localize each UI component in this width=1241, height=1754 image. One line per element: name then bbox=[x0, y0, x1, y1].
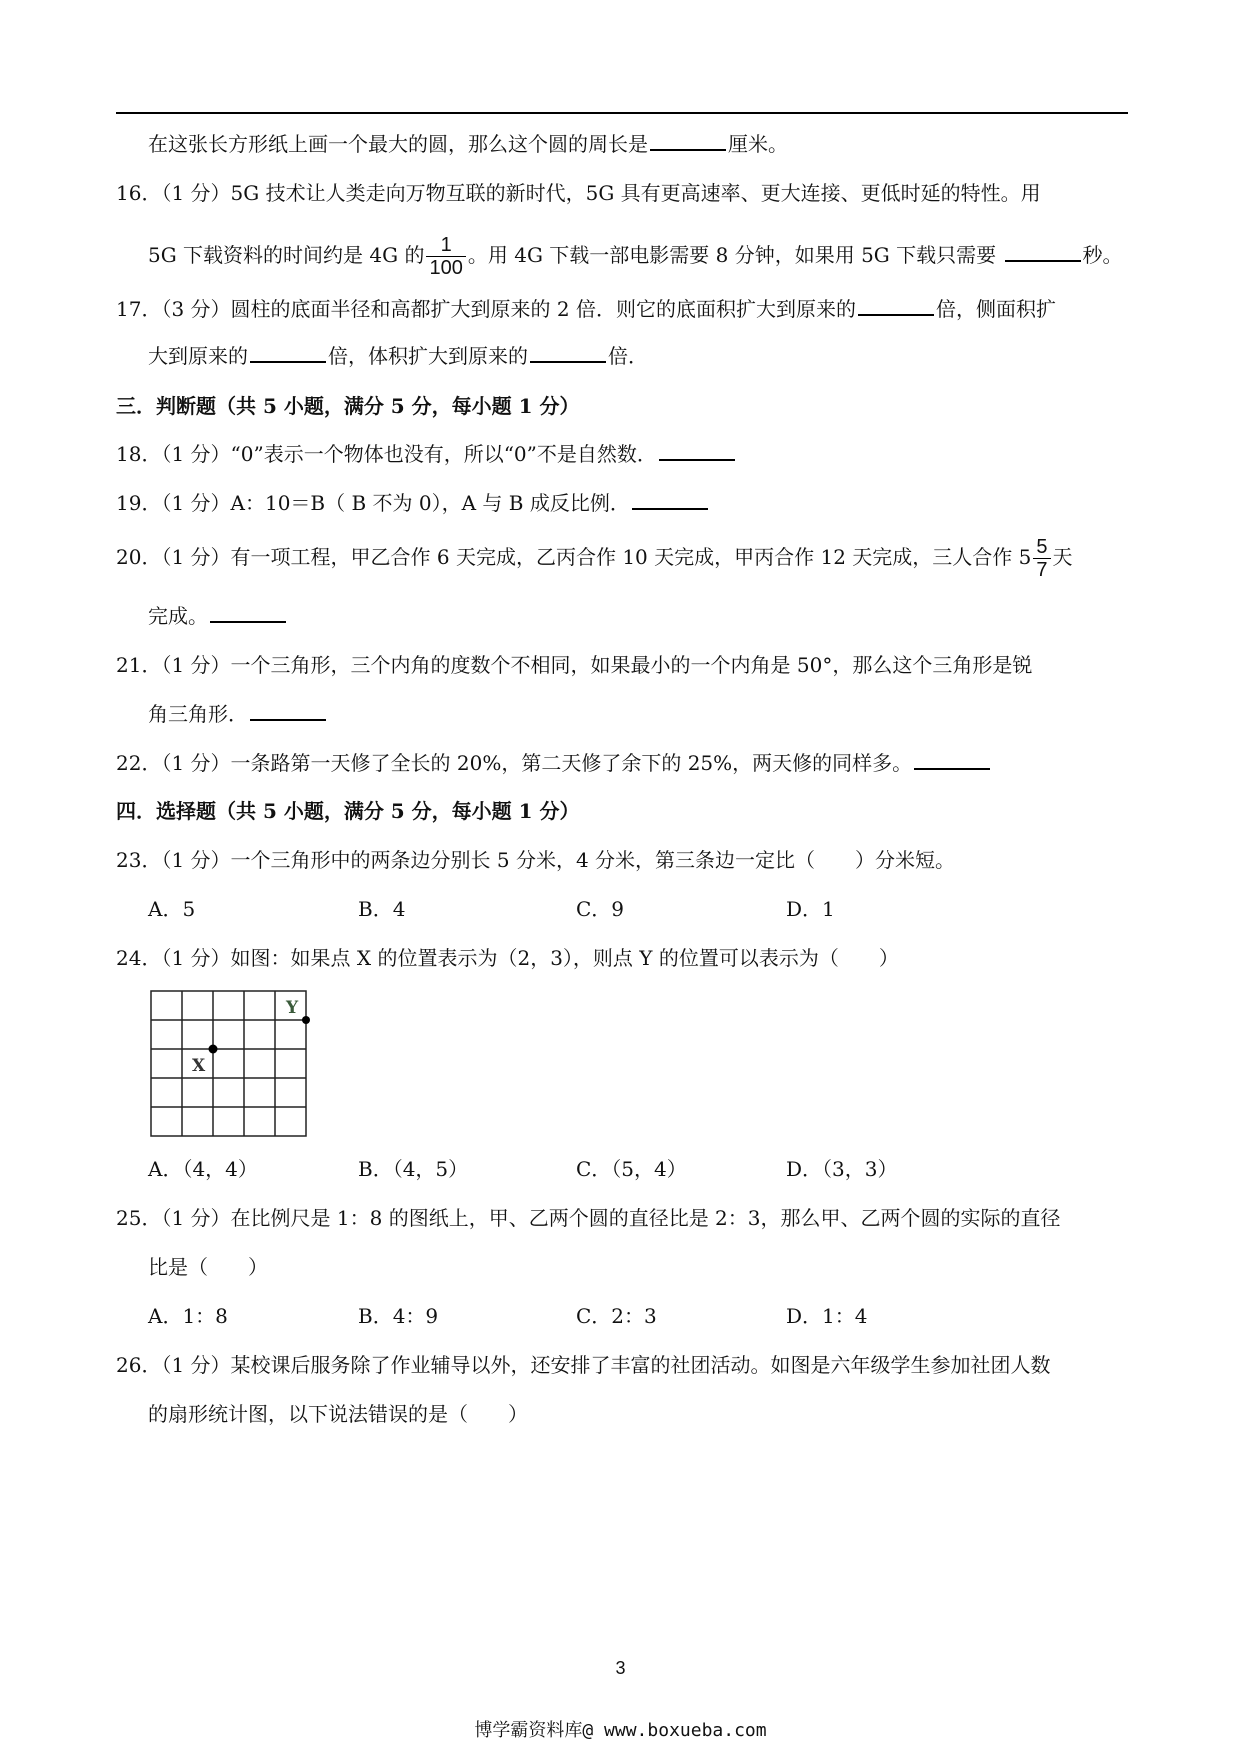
q24-option-b[interactable]: B．（4，5） bbox=[358, 1157, 469, 1181]
q17-text: 17．（3 分）圆柱的底面半径和高都扩大到原来的 2 倍．则它的底面积扩大到原来的 bbox=[116, 297, 856, 321]
fraction-five-sevenths bbox=[1033, 536, 1050, 581]
section-title-judgement: 三．判断题（共 5 小题，满分 5 分，每小题 1 分） bbox=[116, 394, 580, 418]
q25-line2: 比是（ ） bbox=[148, 1255, 268, 1279]
q16-line1: 16．（1 分）5G 技术让人类走向万物互联的新时代，5G 具有更高速率、更大连接、更低时延的特性。用 bbox=[116, 181, 1041, 205]
q17-text-end: 倍，侧面积扩 bbox=[935, 297, 1056, 321]
fraction-denominator: 7 bbox=[1036, 559, 1048, 581]
q17-text-end: 倍． bbox=[608, 344, 648, 368]
q24-option-a[interactable]: A．（4，4） bbox=[148, 1157, 258, 1181]
answer-blank[interactable] bbox=[250, 343, 326, 363]
fraction-one-hundredth bbox=[426, 234, 465, 279]
q16-text-pre: 5G 下载资料的时间约是 4G 的 bbox=[148, 243, 425, 267]
q19 bbox=[116, 490, 710, 516]
q17-text-pre: 大到原来的 bbox=[148, 344, 248, 368]
q25-line1: 25．（1 分）在比例尺是 1：8 的图纸上，甲、乙两个圆的直径比是 2：3，那么甲、乙两个圆的实际的直径 bbox=[116, 1206, 1061, 1230]
q16-text-post: 。用 4G 下载一部电影需要 8 分钟，如果用 5G 下载只需要 bbox=[467, 243, 997, 267]
q20-unit: 天 bbox=[1052, 545, 1073, 569]
q24-option-d[interactable]: D．（3，3） bbox=[786, 1157, 898, 1181]
answer-blank[interactable] bbox=[914, 750, 990, 770]
point-x bbox=[209, 1045, 218, 1054]
answer-blank[interactable] bbox=[632, 490, 708, 510]
q23-option-c[interactable]: C．9 bbox=[576, 897, 625, 921]
grid-lines bbox=[151, 991, 306, 1136]
q25-option-a[interactable]: A．1：8 bbox=[148, 1304, 228, 1328]
footer-watermark: 博学霸资料库@ www.boxueba.com bbox=[474, 1720, 767, 1741]
answer-blank[interactable] bbox=[210, 603, 286, 623]
fraction-denominator: 100 bbox=[429, 257, 463, 279]
point-x-label: X bbox=[192, 1056, 206, 1076]
q21-line1: 21．（1 分）一个三角形，三个内角的度数个不相同，如果最小的一个内角是 50°，那么这个三角形是锐 bbox=[116, 653, 1033, 677]
q18 bbox=[116, 441, 737, 467]
q20-text-end: 完成。 bbox=[148, 604, 208, 628]
q19-text: 19．（1 分）A：10＝B（ B 不为 0），A 与 B 成反比例． bbox=[116, 491, 630, 515]
q17-line2 bbox=[148, 343, 648, 369]
point-y-label: Y bbox=[286, 998, 299, 1018]
header-rule bbox=[116, 112, 1128, 114]
q23-option-a[interactable]: A．5 bbox=[148, 897, 196, 921]
q20-line1 bbox=[116, 532, 1073, 582]
q26-line2: 的扇形统计图，以下说法错误的是（ ） bbox=[148, 1402, 528, 1426]
answer-blank[interactable] bbox=[1005, 242, 1081, 262]
answer-blank[interactable] bbox=[858, 296, 934, 316]
q22-text: 22．（1 分）一条路第一天修了全长的 20%，第二天修了余下的 25%，两天修的同样多。 bbox=[116, 751, 913, 775]
q16-line2 bbox=[148, 230, 1123, 280]
section-title-choice: 四．选择题（共 5 小题，满分 5 分，每小题 1 分） bbox=[116, 799, 580, 823]
q23-option-d[interactable]: D．1 bbox=[786, 897, 835, 921]
q24-option-c[interactable]: C．（5，4） bbox=[576, 1157, 687, 1181]
q20-line2 bbox=[148, 603, 288, 629]
q25-option-b[interactable]: B．4：9 bbox=[358, 1304, 439, 1328]
q16-unit: 秒。 bbox=[1082, 243, 1123, 267]
page-number: 3 bbox=[615, 1658, 626, 1678]
q26-line1: 26．（1 分）某校课后服务除了作业辅导以外，还安排了丰富的社团活动。如图是六年级学生参加社团人数 bbox=[116, 1353, 1051, 1377]
answer-blank[interactable] bbox=[250, 701, 326, 721]
fraction-numerator: 5 bbox=[1033, 536, 1050, 559]
q25-option-c[interactable]: C．2：3 bbox=[576, 1304, 657, 1328]
q20-text: 20．（1 分）有一项工程，甲乙合作 6 天完成，乙丙合作 10 天完成，甲丙合作 12 天完成，三人合作 5 bbox=[116, 545, 1032, 569]
answer-blank[interactable] bbox=[650, 131, 726, 151]
q15-text: 在这张长方形纸上画一个最大的圆，那么这个圆的周长是 bbox=[148, 132, 648, 156]
fraction-numerator: 1 bbox=[426, 234, 465, 257]
q22 bbox=[116, 750, 992, 776]
q21-text-end: 角三角形． bbox=[148, 702, 248, 726]
q23-option-b[interactable]: B．4 bbox=[358, 897, 406, 921]
q17-line1 bbox=[116, 296, 1056, 322]
q15-continuation bbox=[148, 131, 788, 157]
q25-option-d[interactable]: D．1：4 bbox=[786, 1304, 868, 1328]
answer-blank[interactable] bbox=[530, 343, 606, 363]
q24: 24．（1 分）如图：如果点 X 的位置表示为（2，3），则点 Y 的位置可以表示为（ ） bbox=[116, 946, 899, 970]
q15-unit: 厘米。 bbox=[728, 132, 788, 156]
q21-line2 bbox=[148, 701, 328, 727]
q23: 23．（1 分）一个三角形中的两条边分别长 5 分米，4 分米，第三条边一定比（ ）分米短。 bbox=[116, 848, 956, 872]
point-y bbox=[302, 1016, 310, 1024]
coordinate-grid-figure bbox=[150, 990, 310, 1140]
q17-text-mid: 倍，体积扩大到原来的 bbox=[328, 344, 528, 368]
q18-text: 18．（1 分）“0”表示一个物体也没有，所以“0”不是自然数． bbox=[116, 442, 657, 466]
answer-blank[interactable] bbox=[659, 441, 735, 461]
